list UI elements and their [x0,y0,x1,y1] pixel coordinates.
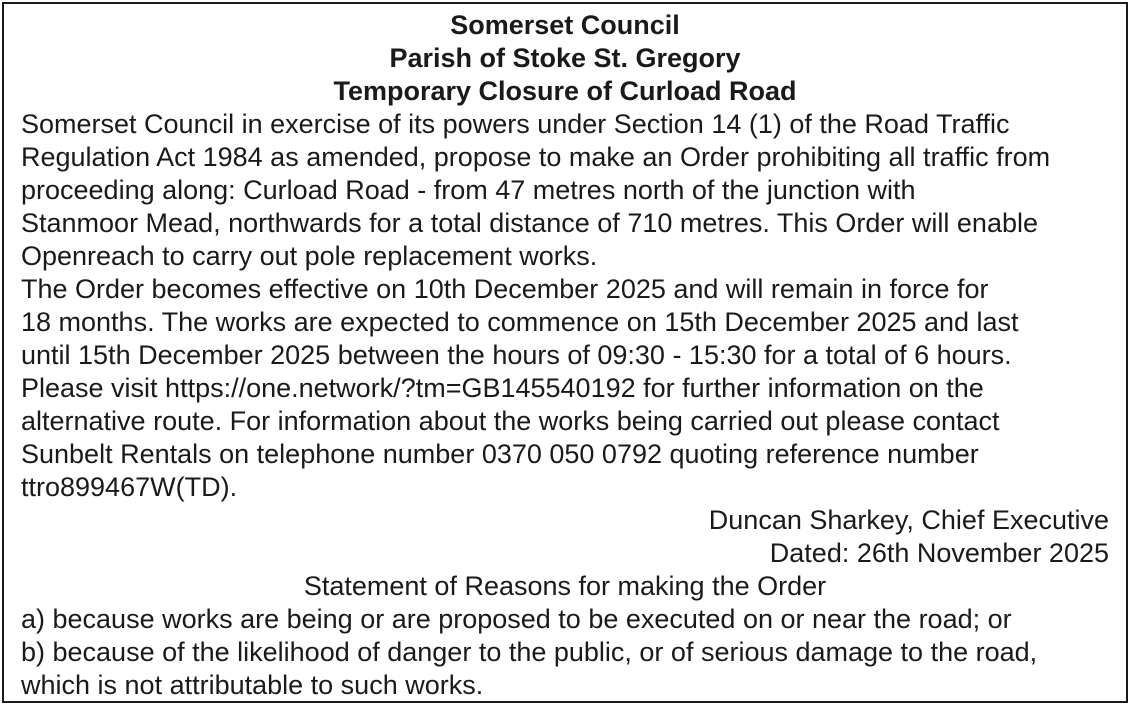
reason-line: a) because works are being or are proposed to be executed on or near the road; or [21,604,1012,634]
notice-heading [21,9,1109,108]
reason-line: b) because of the likelihood of danger to the public, or of serious damage to the road, [21,637,1038,667]
reasons-title: Statement of Reasons for making the Order [303,571,827,601]
parish-name: Parish of Stoke St. Gregory [389,43,741,73]
paragraph-line: Somerset Council in exercise of its powers under Section 14 (1) of the Road Traffic [21,109,1010,139]
public-notice [2,2,1128,703]
signature-block [21,504,1109,570]
effective-paragraph [21,273,1109,504]
order-paragraph [21,108,1109,273]
reason-line: which is not attributable to such works. [21,670,484,700]
paragraph-line: Stanmoor Mead, northwards for a total distance of 710 metres. This Order will enable [21,208,1038,238]
paragraph-line: 18 months. The works are expected to commence on 15th December 2025 and last [21,307,1019,337]
paragraph-line: proceeding along: Curload Road - from 47 metres north of the junction with [21,175,916,205]
paragraph-line: ttro899467W(TD). [21,472,238,502]
signatory-name: Duncan Sharkey, Chief Executive [708,505,1109,535]
council-name: Somerset Council [450,10,680,40]
paragraph-line: Sunbelt Rentals on telephone number 0370 050 0792 quoting reference number [21,439,979,469]
paragraph-line: until 15th December 2025 between the hours of 09:30 - 15:30 for a total of 6 hours. [21,340,1012,370]
paragraph-line: Openreach to carry out pole replacement works. [21,241,598,271]
paragraph-line: The Order becomes effective on 10th December 2025 and will remain in force for [21,274,989,304]
paragraph-line: Regulation Act 1984 as amended, propose to make an Order prohibiting all traffic from [21,142,1051,172]
reasons-list [21,603,1109,702]
paragraph-line: Please visit https://one.network/?tm=GB145540192 for further information on the [21,373,984,403]
dated-line: Dated: 26th November 2025 [769,538,1109,568]
notice-title: Temporary Closure of Curload Road [333,76,797,106]
paragraph-line: alternative route. For information about the works being carried out please contact [21,406,1000,436]
